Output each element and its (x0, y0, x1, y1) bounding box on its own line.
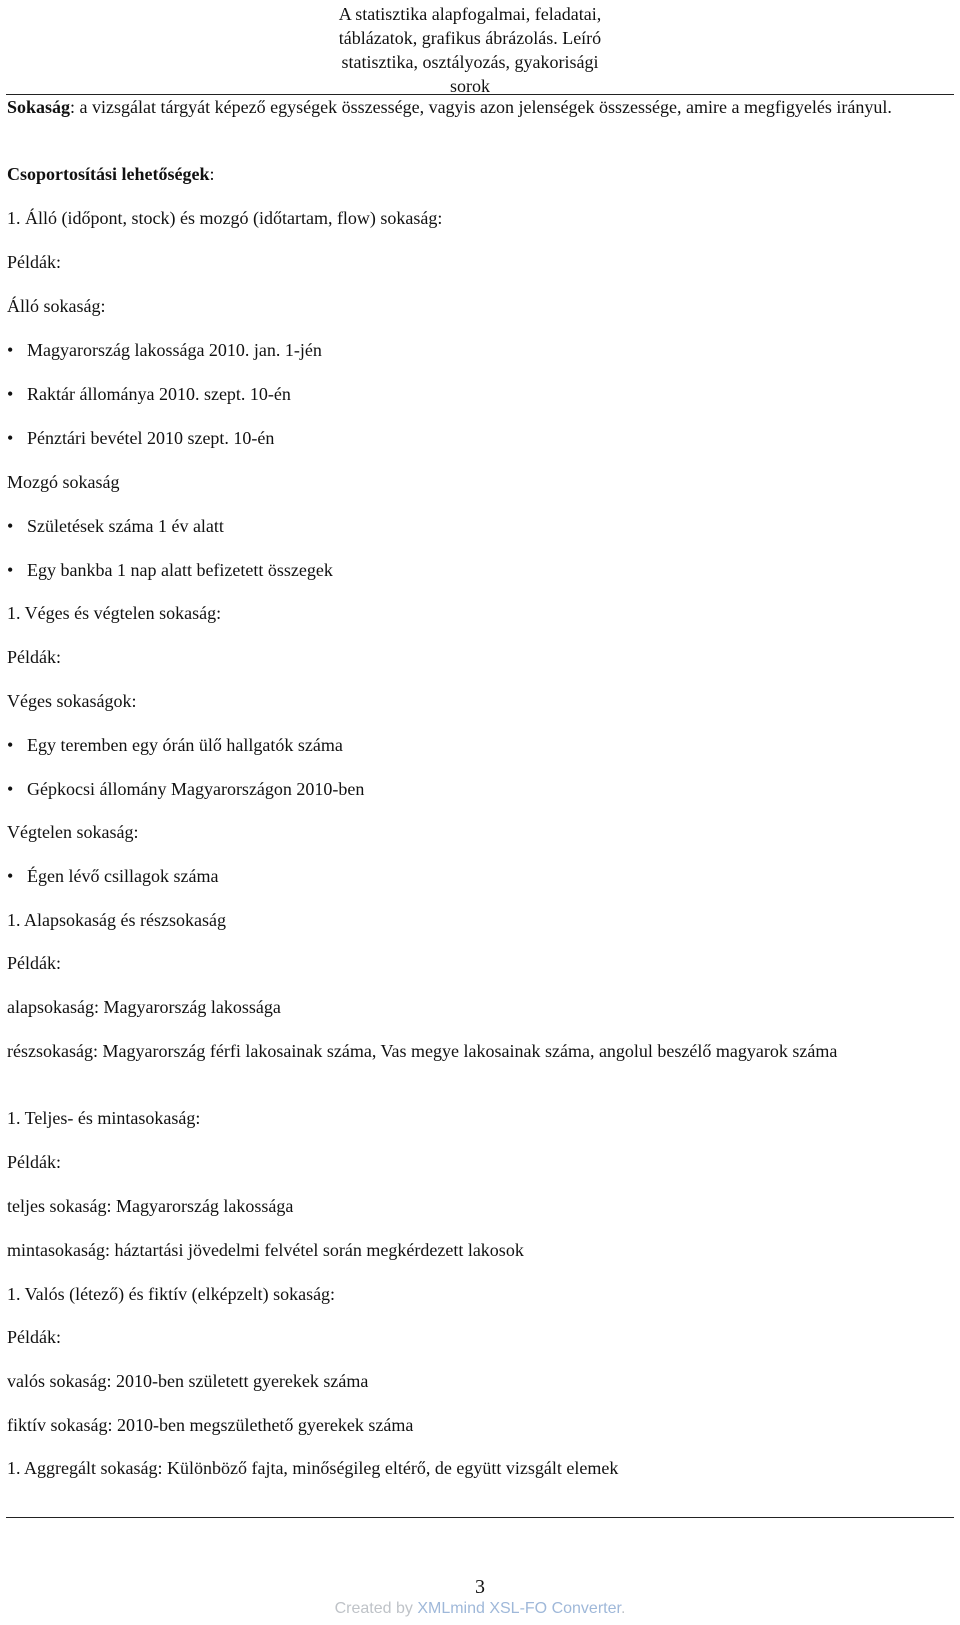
subheading-moving: Mozgó sokaság (7, 472, 120, 492)
section-heading: 1. Valós (létező) és fiktív (elképzelt) sokaság: (7, 1284, 336, 1304)
subheading-standing: Álló sokaság: (7, 296, 106, 316)
section-heading: 1. Teljes- és mintasokaság: (7, 1108, 201, 1128)
grouping-heading-text: Csoportosítási lehetőségek (7, 164, 210, 184)
example-text: fiktív sokaság: 2010-ben megszülethető gyerekek száma (7, 1415, 414, 1435)
intro-term: Sokaság (7, 97, 71, 117)
list-item-text: Egy teremben egy órán ülő hallgatók száma (27, 735, 343, 755)
bullet-icon: • (7, 866, 14, 886)
list-item-text: Egy bankba 1 nap alatt befizetett összegek (27, 560, 333, 580)
example-text: teljes sokaság: Magyarország lakossága (7, 1196, 294, 1216)
section-heading: 1. Alapsokaság és részsokaság (7, 910, 226, 930)
list-item (7, 733, 952, 757)
list-item-text: Magyarország lakossága 2010. jan. 1-jén (27, 340, 322, 360)
list-item-text: Gépkocsi állomány Magyarországon 2010-ben (27, 779, 365, 799)
examples-label: Példák: (7, 252, 61, 272)
list-item (7, 514, 952, 538)
bullet-icon: • (7, 340, 14, 360)
subheading-infinite: Végtelen sokaság: (7, 822, 139, 842)
example-text: mintasokaság: háztartási jövedelmi felvétel során megkérdezett lakosok (7, 1240, 524, 1260)
bullet-icon: • (7, 384, 14, 404)
example-text: alapsokaság: Magyarország lakossága (7, 997, 281, 1017)
header-title-line: statisztika, osztályozás, gyakorisági (341, 52, 599, 72)
bullet-icon: • (7, 735, 14, 755)
list-item (7, 338, 952, 362)
list-item (7, 426, 952, 450)
bullet-icon: • (7, 560, 14, 580)
list-item (7, 777, 952, 801)
header-title-line: A statisztika alapfogalmai, feladatai, (338, 4, 602, 24)
bullet-icon: • (7, 516, 14, 536)
grouping-heading-colon: : (209, 164, 215, 184)
list-item (7, 864, 952, 888)
footer-credit (0, 1600, 960, 1618)
subheading-finite: Véges sokaságok: (7, 691, 137, 711)
bullet-icon: • (7, 428, 14, 448)
intro-text: : a vizsgálat tárgyát képező egységek összessége, vagyis azon jelenségek összessége, amire a megfigyelés irányul. (70, 97, 892, 117)
header-title-line: sorok (450, 76, 490, 96)
examples-label: Példák: (7, 647, 61, 667)
section-heading: 1. Véges és végtelen sokaság: (7, 603, 222, 623)
example-text: valós sokaság: 2010-ben született gyerekek száma (7, 1371, 369, 1391)
footer-created-by: Created by (334, 1600, 418, 1617)
grouping-heading (7, 162, 952, 186)
header-title-line: táblázatok, grafikus ábrázolás. Leíró (338, 28, 602, 48)
list-item-text: Születések száma 1 év alatt (27, 516, 224, 536)
list-item-text: Raktár állománya 2010. szept. 10-én (27, 384, 291, 404)
section-heading: 1. Álló (időpont, stock) és mozgó (időtartam, flow) sokaság: (7, 208, 443, 228)
list-item (7, 558, 952, 582)
examples-label: Példák: (7, 953, 61, 973)
intro-paragraph (7, 95, 952, 119)
footer-brand-link[interactable]: XMLmind XSL-FO Converter (417, 1600, 621, 1617)
example-text: részsokaság: Magyarország férfi lakosainak száma, Vas megye lakosainak száma, angolul beszélő magyarok száma (7, 1041, 838, 1061)
list-item-text: Pénztári bevétel 2010 szept. 10-én (27, 428, 275, 448)
list-item (7, 382, 952, 406)
examples-label: Példák: (7, 1327, 61, 1347)
bullet-icon: • (7, 779, 14, 799)
header-title (300, 2, 640, 98)
page-number: 3 (475, 1576, 485, 1598)
list-item-text: Égen lévő csillagok száma (27, 866, 219, 886)
footer-rule (6, 1517, 954, 1518)
section-heading: 1. Aggregált sokaság: Különböző fajta, minőségileg eltérő, de együtt vizsgált elemek (7, 1458, 619, 1478)
examples-label: Példák: (7, 1152, 61, 1172)
footer-suffix: . (620, 1600, 626, 1617)
